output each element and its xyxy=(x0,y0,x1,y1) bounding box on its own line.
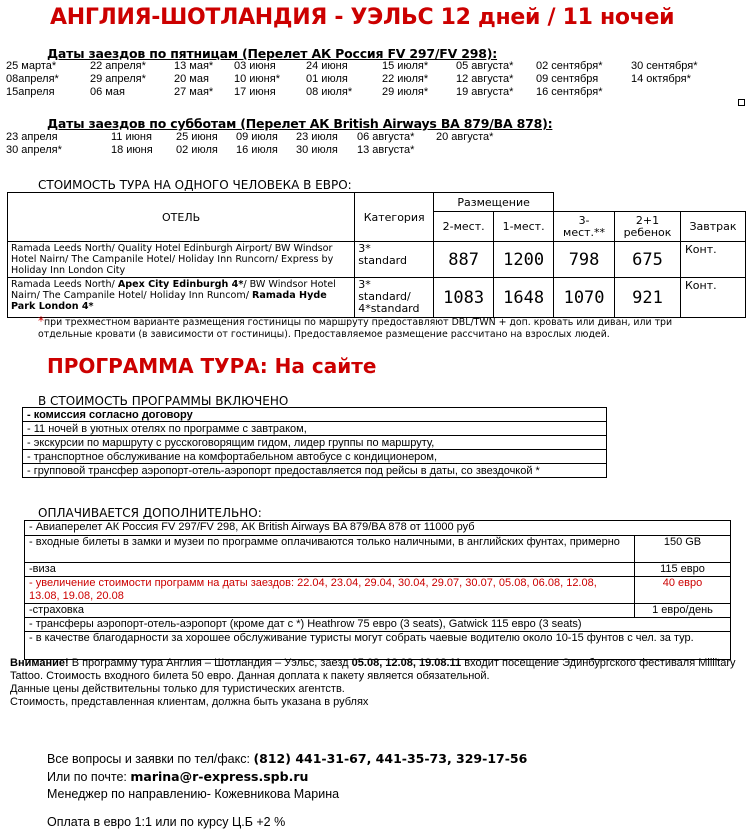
friday-date: 15апреля xyxy=(6,86,55,98)
friday-date: 02 сентября* xyxy=(536,60,603,72)
friday-date: 24 июня xyxy=(306,60,348,72)
friday-date: 19 августа* xyxy=(456,86,514,98)
attention-text-before: В программу тура Англия – Шотландия – Уэльс, заезд xyxy=(68,657,352,669)
saturday-date: 16 июля xyxy=(236,144,278,156)
extras-row xyxy=(25,521,731,536)
extras-row xyxy=(25,536,731,563)
breakfast-cell: Конт. xyxy=(680,278,745,318)
extras-table xyxy=(24,520,731,660)
extras-heading: ОПЛАЧИВАЕТСЯ ДОПОЛНИТЕЛЬНО: xyxy=(38,506,262,520)
header-hotel: ОТЕЛЬ xyxy=(8,193,355,242)
category-line: 4*standard xyxy=(358,302,420,315)
friday-date: 15 июля* xyxy=(382,60,429,72)
included-item: - 11 ночей в уютных отелях по программе с завтраком, xyxy=(23,422,607,436)
hotel-name-text: / BW Windsor Hotel Nairn/ The Campanile Hotel/ Holiday Inn Runcom/ xyxy=(11,279,336,301)
saturday-dates-grid xyxy=(6,131,506,159)
extras-item: - увеличение стоимости программ на даты заездов: 22.04, 23.04, 29.04, 30.04, 29.07, 30.07, 05.08, 06.08, 12.08, 13.08, 19.08, 20.08 xyxy=(25,577,635,604)
phone-numbers[interactable]: (812) 441-31-67, 441-35-73, 329-17-56 xyxy=(253,751,528,766)
hotel-name-text: Ramada Leeds North/ xyxy=(11,279,118,290)
saturday-date: 09 июля xyxy=(236,131,278,143)
header-triple xyxy=(554,212,615,242)
category-line: 3* xyxy=(358,242,371,255)
included-row xyxy=(23,464,607,478)
saturday-date: 13 августа* xyxy=(357,144,415,156)
friday-dates-grid xyxy=(6,60,746,100)
included-heading: В СТОИМОСТЬ ПРОГРАММЫ ВКЛЮЧЕНО xyxy=(38,394,289,408)
email-label: Или по почте: xyxy=(47,770,131,784)
price-double: 887 xyxy=(434,242,494,278)
saturday-date: 23 апреля xyxy=(6,131,58,143)
saturday-date: 18 июня xyxy=(111,144,153,156)
category-line: standard/ xyxy=(358,290,411,303)
page-title: АНГЛИЯ-ШОТЛАНДИЯ - УЭЛЬС 12 дней / 11 ночей xyxy=(50,5,675,30)
header-triple-line2: мест.** xyxy=(563,225,606,239)
friday-date: 25 марта* xyxy=(6,60,57,72)
extras-item: - Авиаперелет АК Россия FV 297/FV 298, АК British Airways BA 879/BA 878 от 11000 руб xyxy=(25,521,731,536)
breakfast-cell: Конт. xyxy=(680,242,745,278)
header-single: 1-мест. xyxy=(494,212,554,242)
friday-date: 09 сентября xyxy=(536,73,599,85)
extras-row xyxy=(25,618,731,632)
friday-date: 10 июня* xyxy=(234,73,280,85)
included-item: - транспортное обслуживание на комфортабельном автобусе с кондиционером, xyxy=(23,450,607,464)
category-line: 3* xyxy=(358,278,371,291)
included-row xyxy=(23,408,607,422)
attention-line3: Стоимость, представленная клиентам, должна быть указана в рублях xyxy=(10,696,369,708)
saturday-date: 30 апреля* xyxy=(6,144,62,156)
phone-label: Все вопросы и заявки по тел/факс: xyxy=(47,752,254,766)
attention-dates: 05.08, 12.08, 19.08.11 xyxy=(351,657,462,669)
friday-date: 22 июля* xyxy=(382,73,429,85)
price-footnote xyxy=(38,315,718,341)
header-double: 2-мест. xyxy=(434,212,494,242)
header-category: Категория xyxy=(355,193,434,242)
extras-value: 1 евро/день xyxy=(635,604,731,618)
extras-value: 150 GB xyxy=(635,536,731,563)
header-breakfast: Завтрак xyxy=(680,212,745,242)
friday-dates-heading: Даты заездов по пятницам (Перелет АК Россия FV 297/FV 298): xyxy=(47,46,498,61)
friday-date: 17 июня xyxy=(234,86,276,98)
saturday-date: 23 июля xyxy=(296,131,338,143)
included-row xyxy=(23,450,607,464)
extras-row xyxy=(25,563,731,577)
contact-block xyxy=(47,750,527,803)
included-row xyxy=(23,422,607,436)
saturday-date: 11 июня xyxy=(111,131,152,143)
saturday-date: 06 августа* xyxy=(357,131,415,143)
price-triple: 798 xyxy=(554,242,615,278)
saturday-date: 25 июня xyxy=(176,131,218,143)
price-single: 1200 xyxy=(494,242,554,278)
price-triple: 1070 xyxy=(554,278,615,318)
friday-date: 27 мая* xyxy=(174,86,214,98)
hotel-name-bold: Ramada Hyde Park London 4* xyxy=(11,290,327,312)
friday-date: 14 октября* xyxy=(631,73,691,85)
saturday-dates-heading: Даты заездов по субботам (Перелет АК British Airways BA 879/BA 878): xyxy=(47,116,553,131)
category-cell xyxy=(355,242,434,278)
extras-item: -виза xyxy=(25,563,635,577)
included-row xyxy=(23,436,607,450)
category-line: standard xyxy=(358,254,407,267)
header-triple-line1: 3- xyxy=(578,213,590,227)
included-table xyxy=(22,407,607,478)
hotel-cell xyxy=(8,278,355,318)
price-double: 1083 xyxy=(434,278,494,318)
friday-date: 29 июля* xyxy=(382,86,429,98)
attention-label: Внимание! xyxy=(10,657,69,669)
header-accommodation: Размещение xyxy=(434,193,554,212)
included-item: - групповой трансфер аэропорт-отель-аэропорт предоставляется под рейсы в даты, со звездочкой * xyxy=(23,464,607,478)
extras-item: - входные билеты в замки и музеи по программе оплачиваются только наличными, в английских фунтах, примерно xyxy=(25,536,635,563)
friday-date: 08 июля* xyxy=(306,86,353,98)
saturday-date: 30 июля xyxy=(296,144,338,156)
included-item: - комиссия согласно договору xyxy=(23,408,607,422)
category-cell xyxy=(355,278,434,318)
hotel-cell xyxy=(8,242,355,278)
friday-date: 05 августа* xyxy=(456,60,514,72)
price-child: 675 xyxy=(615,242,681,278)
friday-date: 03 июня xyxy=(234,60,276,72)
friday-date: 16 сентября* xyxy=(536,86,603,98)
price-table xyxy=(7,192,746,318)
manager-text: Менеджер по направлению- Кожевникова Марина xyxy=(47,787,340,801)
friday-date: 01 июля xyxy=(306,73,348,85)
price-heading: СТОИМОСТЬ ТУРА НА ОДНОГО ЧЕЛОВЕКА В ЕВРО: xyxy=(38,178,352,192)
extras-row xyxy=(25,577,731,604)
friday-date: 08апреля* xyxy=(6,73,59,85)
footnote-asterisk: * xyxy=(38,314,44,328)
small-square-icon xyxy=(738,99,745,106)
extras-item: - в качестве благодарности за хорошее обслуживание туристы могут собрать чаевые водителю около 10-15 фунтов с чел. за тур. xyxy=(25,632,731,660)
extras-value: 115 евро xyxy=(635,563,731,577)
friday-date: 06 мая xyxy=(90,86,125,98)
table-row xyxy=(8,242,746,278)
header-child-line1: 2+1 xyxy=(635,213,660,227)
friday-date: 29 апреля* xyxy=(90,73,146,85)
attention-line2: Данные цены действительны только для туристических агентств. xyxy=(10,683,345,695)
saturday-date: 02 июля xyxy=(176,144,218,156)
hotel-name-text: Ramada Leeds North/ Quality Hotel Edinburgh Airport/ BW Windsor Hotel Nairn/ The Campanile Hotel/ Holiday Inn Runcorn/ Express by Holiday Inn London City xyxy=(11,243,334,276)
table-row xyxy=(8,278,746,318)
header-child xyxy=(615,212,681,242)
program-title: ПРОГРАММА ТУРА: На сайте xyxy=(47,354,377,378)
hotel-name-bold: Apex City Edinburgh 4* xyxy=(117,279,244,290)
header-child-line2: ребенок xyxy=(623,225,672,239)
extras-value: 40 евро xyxy=(635,577,731,604)
price-child: 921 xyxy=(615,278,681,318)
friday-date: 12 августа* xyxy=(456,73,514,85)
friday-date: 13 мая* xyxy=(174,60,214,72)
price-single: 1648 xyxy=(494,278,554,318)
footnote-text: при трехместном варианте размещения гостиницы по маршруту предоставляют DBL/TWN + доп. кровать или диван, или три отдельные кровати (в зависимости от гостиницы). Предоставляемое размещение рассчитано на взрослых людей. xyxy=(38,317,673,340)
extras-row xyxy=(25,604,731,618)
extras-row xyxy=(25,632,731,660)
payment-note: Оплата в евро 1:1 или по курсу Ц.Б +2 % xyxy=(47,815,286,829)
extras-item: -страховка xyxy=(25,604,635,618)
friday-date: 20 мая xyxy=(174,73,209,85)
included-item: - экскурсии по маршруту с русскоговорящим гидом, лидер группы по маршруту, xyxy=(23,436,607,450)
attention-text-after: входит посещение Эдинбургского фестиваля Millitary Tattoo. Стоимость входного билета 50 евро. Данная доплата к пакету является обязательной. xyxy=(10,657,736,682)
friday-date: 22 апреля* xyxy=(90,60,146,72)
saturday-date: 20 августа* xyxy=(436,131,494,143)
attention-block xyxy=(10,657,740,709)
extras-item: - трансферы аэропорт-отель-аэропорт (кроме дат с *) Heathrow 75 евро (3 seats), Gatwick 115 евро (3 seats) xyxy=(25,618,731,632)
friday-date: 30 сентября* xyxy=(631,60,698,72)
email-link[interactable]: marina@r-express.spb.ru xyxy=(130,769,309,784)
